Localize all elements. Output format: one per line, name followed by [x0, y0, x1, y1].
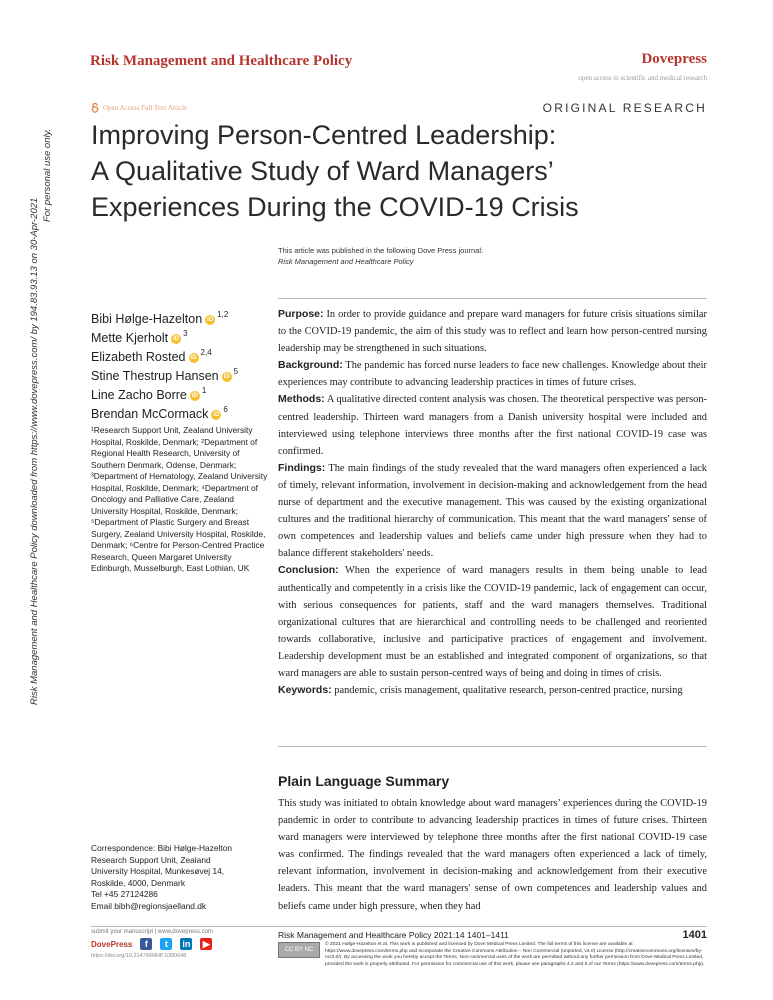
divider: [278, 298, 707, 299]
correspondence: [91, 843, 271, 912]
submit-manuscript-link[interactable]: submit your manuscript | www.dovepress.com: [91, 929, 213, 935]
title-line: A Qualitative Study of Ward Managers’: [91, 156, 554, 186]
author-affiliation-sup: 2,4: [200, 348, 212, 357]
orcid-icon[interactable]: iD: [191, 392, 198, 399]
footer-logo-row: [91, 938, 271, 950]
download-watermark: Risk Management and Healthcare Policy downloaded from https://www.dovepress.com/ by 194.83.93.13 on 30-Apr-2021: [29, 197, 40, 705]
footer-dovepress-logo[interactable]: DovePress: [91, 939, 133, 949]
abstract-label: Findings:: [278, 461, 326, 474]
author-affiliation-sup: 1: [201, 386, 207, 395]
facebook-icon[interactable]: f: [140, 938, 152, 950]
correspondence-line: University Hospital, Munkesøvej 14,: [91, 866, 225, 876]
abstract: [278, 306, 707, 699]
author: [91, 405, 238, 424]
abstract-label: Conclusion:: [278, 564, 339, 577]
abstract-text: A qualitative directed content analysis was chosen. The theoretical perspective was person-centred leadership. Thirteen ward managers from a Danish university hospital were included and interviewed using telephone interviews three months after the first national COVID-19 case was confirmed.: [278, 394, 707, 457]
publication-note: [278, 245, 483, 267]
author-name: Bibi Hølge-Hazelton: [91, 312, 203, 326]
abstract-keywords: [278, 682, 707, 699]
author-name: Elizabeth Rosted: [91, 350, 186, 364]
author-name: Brendan McCormack: [91, 407, 209, 421]
section-label: ORIGINAL RESEARCH: [542, 101, 707, 115]
footer-left: [91, 929, 271, 959]
author: [91, 348, 238, 367]
abstract-text: The main findings of the study revealed that the ward managers often experienced a lack of timely, relevant information, involvement in decision-making and acknowledgement from the head nurse of department and the executive management. This was caused by the existing organizational cultures and the traditional hierarchy of communication. This meant that the ward managers' sense of own competences and leadership values and beliefs came under high pressure when they had to balance different stakeholders' needs.: [278, 462, 707, 560]
dovepress-tagline: open access to scientific and medical research: [578, 74, 707, 82]
article-title: [91, 117, 691, 225]
title-line: Improving Person-Centred Leadership:: [91, 120, 557, 150]
abstract-text: In order to provide guidance and prepare ward managers for future crisis situations similar to the COVID-19 pandemic, the aim of this study was to reflect and learn how person-centred nursing leadership may be strengthened in such situations.: [278, 309, 707, 355]
author-affiliation-sup: 5: [233, 367, 239, 376]
abstract-conclusion: [278, 562, 707, 682]
open-access-icon: [91, 103, 99, 113]
orcid-icon[interactable]: iD: [190, 354, 197, 361]
abstract-label: Methods:: [278, 393, 325, 406]
author: [91, 310, 238, 329]
youtube-icon[interactable]: ▶: [200, 938, 212, 950]
abstract-methods: [278, 391, 707, 459]
orcid-icon[interactable]: iD: [207, 316, 214, 323]
abstract-text: When the experience of ward managers results in them being unable to lead authentically and competently in a crisis like the COVID-19 pandemic, lack of engagement can occur, with serious consequences for patients, staff and the ward managers themselves. Traditional organizational cultures that are hierarchical and controlling needs to be challenged and reoriented towards collaborative, inclusive and participative practices of engagement and involvement. Leadership development must be an established and integrated component of organizations, so that ward managers are able to sustain person-centred ways of being and doing in times of crisis.: [278, 565, 707, 679]
linkedin-icon[interactable]: in: [182, 939, 191, 949]
correspondence-email[interactable]: Email bibh@regionsjaelland.dk: [91, 900, 207, 911]
author: [91, 367, 238, 386]
author-affiliation-sup: 6: [223, 405, 228, 414]
open-access-label: Open Access Full Text Article: [103, 104, 188, 112]
orcid-icon[interactable]: iD: [213, 411, 220, 418]
publication-note-journal[interactable]: Risk Management and Healthcare Policy: [278, 257, 414, 266]
publication-note-line: This article was published in the following Dove Press journal:: [278, 246, 484, 255]
abstract-findings: [278, 460, 707, 563]
twitter-icon[interactable]: t: [160, 938, 172, 950]
author: [91, 386, 238, 405]
orcid-icon[interactable]: iD: [223, 373, 230, 380]
abstract-label: Background:: [278, 359, 343, 372]
correspondence-line: Correspondence: Bibi Hølge-Hazelton: [91, 843, 233, 853]
abstract-purpose: [278, 306, 707, 357]
doi-link[interactable]: https://doi.org/10.2147/RMHP.S300648: [91, 953, 187, 959]
orcid-icon[interactable]: iD: [173, 335, 180, 342]
author-list: [91, 310, 238, 424]
author-name: Mette Kjerholt: [91, 331, 169, 345]
correspondence-line: Roskilde, 4000, Denmark: [91, 877, 186, 888]
license-text: © 2021 Hølge-Hazelton et al. This work is published and licensed by Dove Medical Press Limited. The full terms of this license are available at https://www.dovepress.com/terms.php and incorporate the Creative Commons Attribution – Non Commercial (unported, v3.0) License (http://creativecommons.org/licenses/by-nc/3.0/). By accessing the work you hereby accept the Terms. Non-commercial uses of the work are permitted without any further permission from Dove Medical Press Limited, provided the work is properly attributed. For permission for commercial use of this work, please see paragraphs 4.2 and 5 of our Terms (https://www.dovepress.com/terms.php).: [325, 942, 705, 967]
correspondence-line: Research Support Unit, Zealand: [91, 854, 211, 865]
plain-language-summary-heading: Plain Language Summary: [278, 773, 450, 789]
license-block: [278, 942, 707, 968]
divider: [278, 746, 707, 747]
journal-header[interactable]: Risk Management and Healthcare Policy: [90, 53, 353, 69]
abstract-label: Purpose:: [278, 308, 324, 320]
affiliations: ¹Research Support Unit, Zealand University Hospital, Roskilde, Denmark; ²Department of Regional Health Research, University of Southern Denmark, Odense, Denmark; ³Department of Hematology, Zealand University Hospital, Roskilde, Denmark; ⁴Department of Oncology and Palliative Care, Zealand University Hospital, Roskilde, Denmark; ⁵Department of Plastic Surgery and Breast Surgery, Zealand University Hospital, Roskilde, Denmark; ⁶Centre for Person-Centred Practice Research, Queen Margaret University Edinburgh, Musselburgh, East Lothian, UK: [91, 425, 268, 573]
page-number: 1401: [682, 929, 707, 941]
author-affiliation-sup: 1,2: [217, 310, 229, 319]
author: [91, 329, 238, 348]
author-name: Stine Thestrup Hansen: [91, 369, 219, 383]
abstract-text: pandemic, crisis management, qualitative research, person-centred practice, nursing: [334, 685, 683, 697]
footer-divider: [91, 926, 707, 927]
author-name: Line Zacho Borre: [91, 388, 187, 402]
abstract-label: Keywords:: [278, 684, 332, 697]
plain-language-summary-text: This study was initiated to obtain knowledge about ward managers’ experiences during the COVID-19 pandemic in order to contribute to advancing leadership practices in times of future crises. Thirteen ward managers were interviewed by telephone three months after the first national COVID-19 case was confirmed. The findings revealed that the ward managers often experienced a lack of timely, relevant information, involvement in decision-making and acknowledgement from their executive leaders. This meant that the ward managers' sense of own competences and leadership values and beliefs came under high pressure, when they had: [278, 798, 707, 912]
author-affiliation-sup: 3: [183, 329, 188, 338]
personal-use-watermark: For personal use only.: [42, 128, 53, 222]
abstract-text: The pandemic has forced nurse leaders to face new challenges. Knowledge about their experiences may contribute to advancing leadership practices in times of future crises.: [278, 360, 707, 389]
title-line: Experiences During the COVID-19 Crisis: [91, 192, 579, 222]
cc-license-badge[interactable]: CC BY NC: [278, 942, 320, 958]
correspondence-line: Tel +45 27124286: [91, 889, 158, 899]
abstract-background: [278, 357, 707, 391]
footer-journal-citation: Risk Management and Healthcare Policy 2021:14 1401–1411: [278, 930, 509, 940]
open-access-line: [91, 103, 187, 113]
dovepress-logo[interactable]: Dovepress: [641, 51, 707, 67]
